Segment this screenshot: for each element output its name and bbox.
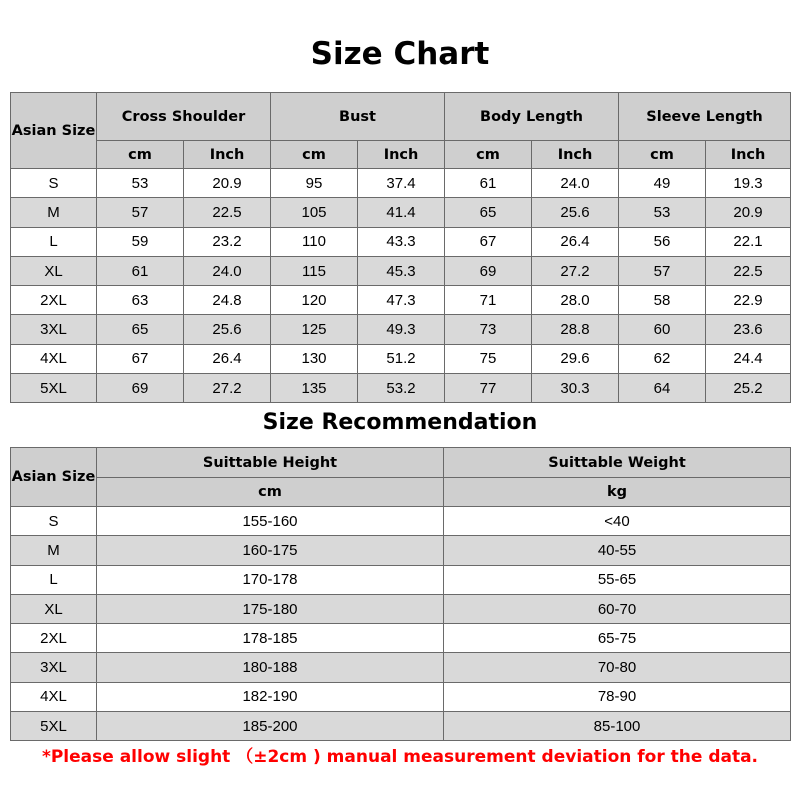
value-cell: 70-80 bbox=[444, 653, 791, 682]
value-cell: 62 bbox=[619, 344, 706, 373]
value-cell: 115 bbox=[271, 256, 358, 285]
group-header: Cross Shoulder bbox=[97, 93, 271, 141]
unit-header: kg bbox=[444, 478, 791, 507]
group-header: Sleeve Length bbox=[619, 93, 791, 141]
value-cell: 22.5 bbox=[184, 198, 271, 227]
value-cell: 28.8 bbox=[532, 315, 619, 344]
size-cell: S bbox=[11, 507, 97, 536]
value-cell: 175-180 bbox=[97, 594, 444, 623]
value-cell: 69 bbox=[445, 256, 532, 285]
value-cell: 65 bbox=[445, 198, 532, 227]
size-cell: 5XL bbox=[11, 712, 97, 741]
unit-header: cm bbox=[97, 141, 184, 169]
size-header: Asian Size bbox=[11, 448, 97, 507]
value-cell: 30.3 bbox=[532, 374, 619, 403]
value-cell: 57 bbox=[619, 256, 706, 285]
size-recommendation-table bbox=[10, 447, 791, 741]
unit-header: Inch bbox=[358, 141, 445, 169]
value-cell: 26.4 bbox=[184, 344, 271, 373]
value-cell: 77 bbox=[445, 374, 532, 403]
value-cell: 51.2 bbox=[358, 344, 445, 373]
table-row bbox=[11, 594, 791, 623]
value-cell: 63 bbox=[97, 286, 184, 315]
group-header: Bust bbox=[271, 93, 445, 141]
value-cell: 180-188 bbox=[97, 653, 444, 682]
value-cell: 67 bbox=[97, 344, 184, 373]
value-cell: 60-70 bbox=[444, 594, 791, 623]
size-cell: M bbox=[11, 536, 97, 565]
size-cell: 4XL bbox=[11, 344, 97, 373]
value-cell: 61 bbox=[97, 256, 184, 285]
value-cell: 185-200 bbox=[97, 712, 444, 741]
value-cell: 49 bbox=[619, 169, 706, 198]
value-cell: 182-190 bbox=[97, 682, 444, 711]
value-cell: 65-75 bbox=[444, 624, 791, 653]
value-cell: 59 bbox=[97, 227, 184, 256]
size-cell: L bbox=[11, 227, 97, 256]
value-cell: 75 bbox=[445, 344, 532, 373]
size-cell: XL bbox=[11, 256, 97, 285]
value-cell: 24.0 bbox=[532, 169, 619, 198]
value-cell: 53 bbox=[619, 198, 706, 227]
value-cell: <40 bbox=[444, 507, 791, 536]
value-cell: 120 bbox=[271, 286, 358, 315]
value-cell: 73 bbox=[445, 315, 532, 344]
value-cell: 47.3 bbox=[358, 286, 445, 315]
size-chart-table bbox=[10, 92, 791, 403]
size-cell: 3XL bbox=[11, 315, 97, 344]
value-cell: 20.9 bbox=[184, 169, 271, 198]
table-row bbox=[11, 712, 791, 741]
group-header: Suittable Weight bbox=[444, 448, 791, 478]
unit-header: Inch bbox=[184, 141, 271, 169]
value-cell: 61 bbox=[445, 169, 532, 198]
measurement-deviation-note: *Please allow slight （±2cm ) manual measurement deviation for the data. bbox=[41, 747, 759, 767]
group-header: Body Length bbox=[445, 93, 619, 141]
value-cell: 27.2 bbox=[532, 256, 619, 285]
size-cell: 2XL bbox=[11, 286, 97, 315]
value-cell: 85-100 bbox=[444, 712, 791, 741]
value-cell: 27.2 bbox=[184, 374, 271, 403]
table-row bbox=[11, 344, 791, 373]
size-cell: XL bbox=[11, 594, 97, 623]
value-cell: 65 bbox=[97, 315, 184, 344]
table-row bbox=[11, 565, 791, 594]
table-row bbox=[11, 507, 791, 536]
value-cell: 20.9 bbox=[706, 198, 791, 227]
table-row bbox=[11, 653, 791, 682]
value-cell: 105 bbox=[271, 198, 358, 227]
value-cell: 19.3 bbox=[706, 169, 791, 198]
value-cell: 60 bbox=[619, 315, 706, 344]
unit-header: cm bbox=[445, 141, 532, 169]
size-cell: S bbox=[11, 169, 97, 198]
table-row bbox=[11, 198, 791, 227]
value-cell: 37.4 bbox=[358, 169, 445, 198]
value-cell: 23.6 bbox=[706, 315, 791, 344]
unit-header: cm bbox=[619, 141, 706, 169]
value-cell: 78-90 bbox=[444, 682, 791, 711]
value-cell: 57 bbox=[97, 198, 184, 227]
value-cell: 160-175 bbox=[97, 536, 444, 565]
unit-header: cm bbox=[97, 478, 444, 507]
value-cell: 49.3 bbox=[358, 315, 445, 344]
value-cell: 95 bbox=[271, 169, 358, 198]
unit-header: Inch bbox=[706, 141, 791, 169]
value-cell: 22.1 bbox=[706, 227, 791, 256]
value-cell: 110 bbox=[271, 227, 358, 256]
value-cell: 125 bbox=[271, 315, 358, 344]
value-cell: 56 bbox=[619, 227, 706, 256]
size-cell: 5XL bbox=[11, 374, 97, 403]
unit-header: Inch bbox=[532, 141, 619, 169]
table-row bbox=[11, 624, 791, 653]
value-cell: 40-55 bbox=[444, 536, 791, 565]
size-cell: L bbox=[11, 565, 97, 594]
size-recommendation-title: Size Recommendation bbox=[262, 410, 538, 435]
size-cell: 2XL bbox=[11, 624, 97, 653]
value-cell: 24.4 bbox=[706, 344, 791, 373]
value-cell: 58 bbox=[619, 286, 706, 315]
size-cell: 3XL bbox=[11, 653, 97, 682]
value-cell: 23.2 bbox=[184, 227, 271, 256]
table-row bbox=[11, 169, 791, 198]
value-cell: 22.9 bbox=[706, 286, 791, 315]
size-cell: 4XL bbox=[11, 682, 97, 711]
size-chart-title: Size Chart bbox=[310, 36, 490, 72]
value-cell: 25.2 bbox=[706, 374, 791, 403]
value-cell: 178-185 bbox=[97, 624, 444, 653]
group-header: Suittable Height bbox=[97, 448, 444, 478]
table-row bbox=[11, 682, 791, 711]
value-cell: 29.6 bbox=[532, 344, 619, 373]
table-row bbox=[11, 374, 791, 403]
value-cell: 155-160 bbox=[97, 507, 444, 536]
value-cell: 170-178 bbox=[97, 565, 444, 594]
value-cell: 71 bbox=[445, 286, 532, 315]
size-header: Asian Size bbox=[11, 93, 97, 169]
value-cell: 130 bbox=[271, 344, 358, 373]
table-row bbox=[11, 536, 791, 565]
value-cell: 45.3 bbox=[358, 256, 445, 285]
value-cell: 43.3 bbox=[358, 227, 445, 256]
value-cell: 25.6 bbox=[184, 315, 271, 344]
table-row bbox=[11, 256, 791, 285]
table-row bbox=[11, 286, 791, 315]
value-cell: 25.6 bbox=[532, 198, 619, 227]
value-cell: 24.0 bbox=[184, 256, 271, 285]
value-cell: 41.4 bbox=[358, 198, 445, 227]
value-cell: 69 bbox=[97, 374, 184, 403]
value-cell: 53 bbox=[97, 169, 184, 198]
unit-header: cm bbox=[271, 141, 358, 169]
value-cell: 53.2 bbox=[358, 374, 445, 403]
value-cell: 135 bbox=[271, 374, 358, 403]
size-cell: M bbox=[11, 198, 97, 227]
value-cell: 26.4 bbox=[532, 227, 619, 256]
table-row bbox=[11, 227, 791, 256]
value-cell: 22.5 bbox=[706, 256, 791, 285]
value-cell: 28.0 bbox=[532, 286, 619, 315]
value-cell: 55-65 bbox=[444, 565, 791, 594]
value-cell: 24.8 bbox=[184, 286, 271, 315]
value-cell: 64 bbox=[619, 374, 706, 403]
table-row bbox=[11, 315, 791, 344]
value-cell: 67 bbox=[445, 227, 532, 256]
